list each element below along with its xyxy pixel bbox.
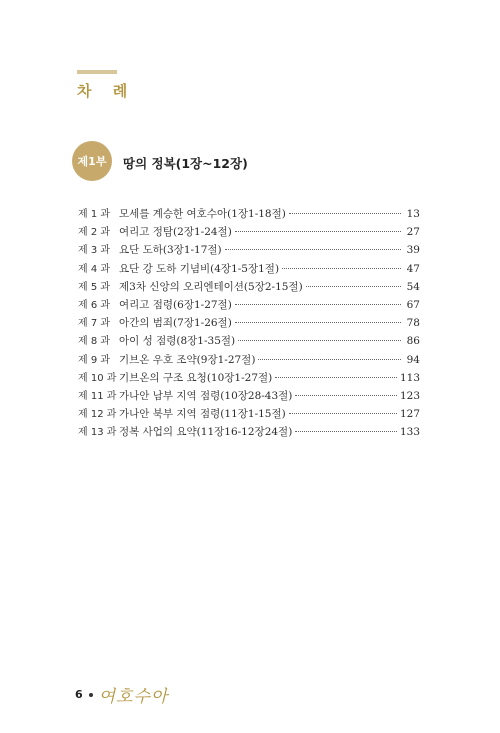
toc-entry[interactable] bbox=[78, 423, 420, 441]
dot-leader bbox=[289, 213, 401, 214]
lesson-title: 가나안 북부 지역 점령(11장1-15절) bbox=[119, 408, 286, 421]
lesson-title: 아간의 범죄(7장1-26절) bbox=[119, 317, 232, 330]
lesson-number: 제 11 과 bbox=[78, 390, 117, 402]
dot-leader bbox=[235, 304, 401, 305]
lesson-number: 제 3 과 bbox=[78, 245, 111, 257]
page-number: 6 bbox=[75, 688, 83, 701]
dot-leader bbox=[306, 286, 401, 287]
lesson-number: 제 2 과 bbox=[78, 227, 111, 239]
lesson-title: 가나안 남부 지역 점령(10장28-43절) bbox=[119, 389, 293, 402]
lesson-title: 기브온 우호 조약(9장1-27절) bbox=[119, 353, 256, 366]
dot-leader bbox=[258, 359, 401, 360]
dot-leader bbox=[275, 377, 397, 378]
page-reference: 86 bbox=[406, 335, 420, 348]
toc-entry[interactable] bbox=[78, 405, 420, 423]
toc-entry[interactable] bbox=[78, 296, 420, 314]
lesson-title: 모세를 계승한 여호수아(1장1-18절) bbox=[119, 208, 286, 220]
toc-entry[interactable] bbox=[78, 205, 420, 223]
lesson-number: 제 5 과 bbox=[78, 281, 111, 293]
separator-dot bbox=[89, 693, 93, 697]
dot-leader bbox=[295, 395, 397, 396]
page-reference: 47 bbox=[406, 262, 420, 275]
lesson-title: 아이 성 점령(8장1-35절) bbox=[119, 335, 236, 348]
decorative-rule bbox=[77, 70, 117, 74]
page-footer bbox=[75, 682, 168, 707]
lesson-number: 제 12 과 bbox=[78, 409, 117, 421]
toc-entry[interactable] bbox=[78, 278, 420, 296]
lesson-number: 제 8 과 bbox=[78, 336, 111, 348]
lesson-title: 정복 사업의 요약(11장16-12장24절) bbox=[119, 426, 293, 439]
lesson-number: 제 6 과 bbox=[78, 299, 111, 311]
series-title: 여호수아 bbox=[98, 687, 169, 707]
lesson-number: 제 9 과 bbox=[78, 354, 111, 366]
lesson-number: 제 13 과 bbox=[78, 427, 117, 439]
page-reference: 78 bbox=[406, 317, 420, 330]
toc-list bbox=[78, 205, 420, 441]
lesson-title: 여리고 정탐(2장1-24절) bbox=[119, 226, 232, 239]
dot-leader bbox=[235, 322, 401, 323]
toc-entry[interactable] bbox=[78, 387, 420, 405]
page-reference: 39 bbox=[406, 244, 420, 257]
dot-leader bbox=[238, 340, 401, 341]
lesson-number: 제 10 과 bbox=[78, 372, 117, 384]
lesson-title: 요단 강 도하 기념비(4장1-5장1절) bbox=[119, 262, 280, 275]
lesson-number: 제 1 과 bbox=[78, 209, 111, 220]
lesson-number: 제 7 과 bbox=[78, 318, 111, 330]
page-reference: 27 bbox=[406, 226, 420, 239]
page-reference: 127 bbox=[399, 408, 420, 421]
lesson-title: 여리고 점령(6장1-27절) bbox=[119, 298, 232, 311]
page-reference: 113 bbox=[399, 371, 420, 384]
lesson-title: 요단 도하(3장1-17절) bbox=[119, 244, 222, 257]
page-reference: 13 bbox=[406, 208, 420, 220]
toc-entry[interactable] bbox=[78, 369, 420, 387]
dot-leader bbox=[225, 249, 401, 250]
dot-leader bbox=[235, 231, 401, 232]
toc-entry[interactable] bbox=[78, 223, 420, 241]
toc-entry[interactable] bbox=[78, 314, 420, 332]
page-reference: 133 bbox=[399, 426, 420, 439]
toc-entry[interactable] bbox=[78, 332, 420, 350]
page-reference: 123 bbox=[399, 389, 420, 402]
toc-entry[interactable] bbox=[78, 260, 420, 278]
toc-entry[interactable] bbox=[78, 241, 420, 259]
lesson-number: 제 4 과 bbox=[78, 263, 111, 275]
dot-leader bbox=[295, 431, 397, 432]
lesson-title: 기브온의 구조 요청(10장1-27절) bbox=[119, 371, 273, 384]
lesson-title: 제3차 신앙의 오리엔테이션(5장2-15절) bbox=[119, 280, 303, 293]
toc-entry[interactable] bbox=[78, 351, 420, 369]
dot-leader bbox=[282, 268, 401, 269]
dot-leader bbox=[289, 413, 397, 414]
page-reference: 94 bbox=[406, 353, 420, 366]
page-reference: 54 bbox=[406, 280, 420, 293]
page-title: 차 례 bbox=[77, 82, 136, 100]
part-badge: 제1부 bbox=[72, 141, 112, 181]
part-title: 땅의 정복(1장~12장) bbox=[123, 156, 248, 171]
page-reference: 67 bbox=[406, 298, 420, 311]
